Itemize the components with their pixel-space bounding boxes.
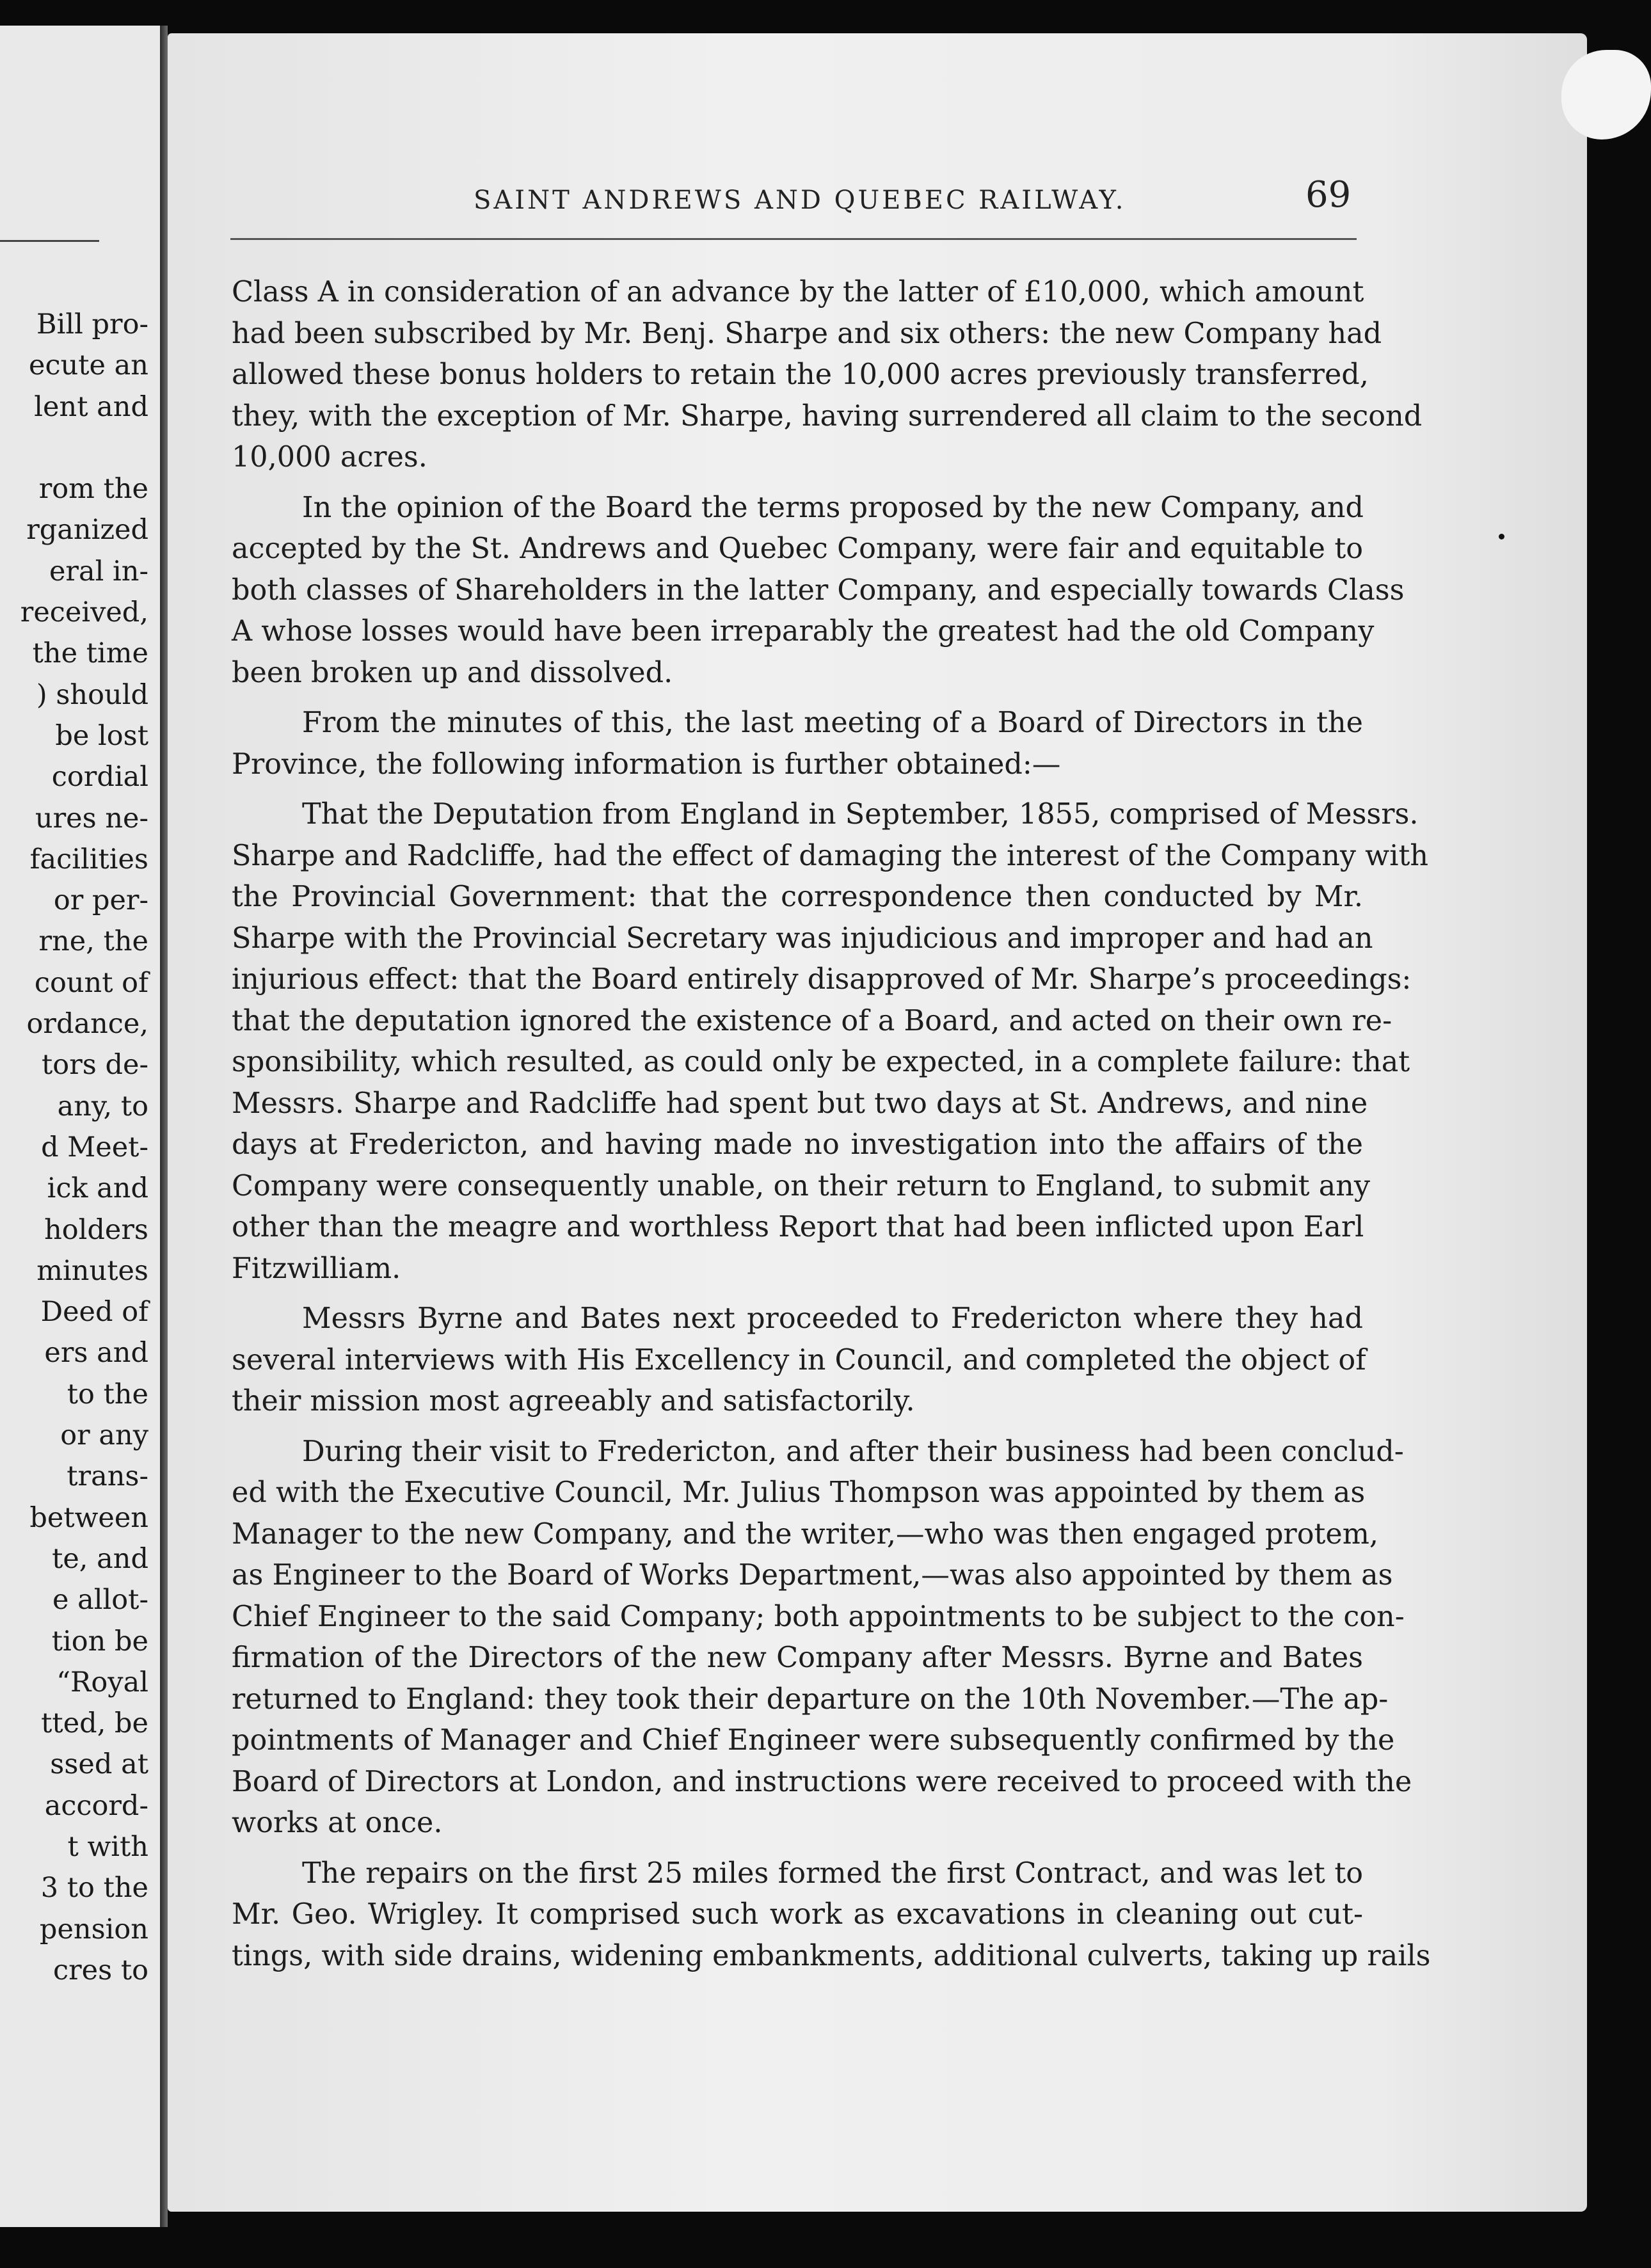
text-line: accepted by the St. Andrews and Quebec Company, were fair and equitable to [232, 532, 1363, 565]
facing-page-line: ures ne- [35, 802, 148, 835]
paper-tear-mark [1561, 50, 1651, 140]
text-line: Province, the following information is further obtained:— [232, 747, 1061, 781]
text-line: tings, with side drains, widening embankments, additional culverts, taking up rails [232, 1939, 1431, 1972]
facing-page-line: rganized [26, 514, 148, 547]
facing-page-fragment [0, 26, 160, 2227]
facing-page-line: tors de- [42, 1049, 148, 1082]
facing-page-line: 3 to the [40, 1872, 148, 1905]
text-line: as Engineer to the Board of Works Department,—was also appointed by them as [232, 1559, 1393, 1592]
facing-page-line: tted, be [41, 1707, 148, 1740]
text-line: 10,000 acres. [232, 441, 427, 474]
text-line: firmation of the Directors of the new Company after Messrs. Byrne and Bates [232, 1641, 1363, 1674]
text-line: injurious effect: that the Board entirely disapproved of Mr. Sharpe’s proceedings: [232, 963, 1412, 996]
paragraph [232, 1432, 1412, 1844]
body-text [232, 272, 1431, 1986]
facing-page-line: tion be [51, 1625, 148, 1657]
text-line: their mission most agreeably and satisfactorily. [232, 1385, 915, 1418]
facing-page-line: count of [34, 966, 148, 999]
facing-page-line: be lost [55, 719, 148, 752]
text-line: Messrs Byrne and Bates next proceeded to Fredericton where they had [302, 1302, 1363, 1335]
facing-page-line: ssed at [50, 1748, 148, 1781]
facing-page-line: cres to [53, 1954, 148, 1986]
book-gutter [160, 26, 168, 2227]
text-line: they, with the exception of Mr. Sharpe, having surrendered all claim to the second [232, 399, 1423, 433]
text-line: ed with the Executive Council, Mr. Julius Thompson was appointed by them as [232, 1476, 1366, 1509]
paragraph [232, 703, 1363, 785]
text-line: Class A in consideration of an advance by the latter of £10,000, which amount [232, 276, 1364, 308]
text-line: the Provincial Government: that the correspondence then conducted by Mr. [232, 881, 1363, 913]
facing-page-header-rule [0, 240, 99, 242]
facing-page-line: ) should [36, 678, 148, 711]
text-line: Messrs. Sharpe and Radcliffe had spent but two days at St. Andrews, and nine [232, 1087, 1368, 1120]
text-line: pointments of Manager and Chief Engineer were subsequently confirmed by the [232, 1724, 1395, 1757]
text-line: Company were consequently unable, on their return to England, to submit any [232, 1169, 1371, 1202]
text-line: both classes of Shareholders in the latter Company, and especially towards Class [232, 573, 1405, 607]
text-line: From the minutes of this, the last meeting of a Board of Directors in the [302, 707, 1363, 739]
facing-page-line: ick and [47, 1172, 148, 1205]
text-line: other than the meagre and worthless Report that had been inflicted upon Earl [232, 1211, 1364, 1243]
header-rule [230, 238, 1357, 240]
text-line: That the Deputation from England in September, 1855, comprised of Messrs. [302, 798, 1419, 831]
text-line: A whose losses would have been irreparably the greatest had the old Company [232, 615, 1375, 648]
facing-page-line: “Royal [56, 1666, 148, 1698]
text-line: Mr. Geo. Wrigley. It comprised such work as excavations in cleaning out cut- [232, 1898, 1363, 1931]
text-line: returned to England: they took their departure on the 10th November.—The ap- [232, 1682, 1389, 1716]
text-line: During their visit to Fredericton, and after their business had been conclud- [302, 1435, 1404, 1468]
facing-page-line: cordial [51, 761, 148, 794]
text-line: Board of Directors at London, and instructions were received to proceed with the [232, 1765, 1412, 1798]
paragraph [232, 272, 1423, 479]
text-line: days at Fredericton, and having made no investigation into the affairs of the [232, 1128, 1363, 1161]
ink-speck [1499, 534, 1504, 539]
facing-page-line: eral in- [49, 555, 148, 587]
paragraph [232, 1853, 1431, 1977]
facing-page-line [0, 427, 148, 468]
text-line: Fitzwilliam. [232, 1252, 401, 1285]
text-line: Sharpe with the Provincial Secretary was injudicious and improper and had an [232, 922, 1373, 955]
paragraph [232, 1298, 1366, 1423]
facing-page-line: rom the [38, 473, 148, 506]
facing-page-line: trans- [67, 1460, 148, 1493]
facing-page-line: accord- [44, 1789, 148, 1822]
text-line: several interviews with His Excellency in Council, and completed the object of [232, 1343, 1366, 1377]
text-line: Chief Engineer to the said Company; both appointments to be subject to the con- [232, 1600, 1405, 1633]
text-line: allowed these bonus holders to retain the 10,000 acres previously transferred, [232, 358, 1369, 391]
text-line: Sharpe and Radcliffe, had the effect of damaging the interest of the Company with [232, 839, 1429, 872]
text-line: that the deputation ignored the existence of a Board, and acted on their own re- [232, 1004, 1392, 1037]
facing-page-line: facilities [29, 843, 148, 875]
facing-page-line: to the [67, 1378, 148, 1410]
facing-page-line: lent and [34, 390, 148, 423]
facing-page-line: minutes [36, 1254, 148, 1287]
facing-page-line: ecute an [29, 349, 148, 382]
facing-page-line: Deed of [40, 1296, 148, 1329]
facing-page-line: holders [44, 1213, 148, 1246]
facing-page-line: or any [60, 1419, 148, 1452]
facing-page-line: e allot- [52, 1584, 148, 1617]
facing-page-line: d Meet- [41, 1131, 148, 1163]
facing-page-line: rne, the [38, 925, 148, 958]
facing-page-line: or per- [53, 884, 148, 917]
facing-page-text-fragments [0, 304, 148, 1991]
facing-page-line: Bill pro- [36, 308, 148, 340]
facing-page-line: between [29, 1501, 148, 1534]
facing-page-line: the time [32, 637, 148, 670]
text-line: The repairs on the first 25 miles formed the first Contract, and was let to [302, 1857, 1363, 1890]
page-number: 69 [1305, 174, 1352, 216]
facing-page-line: ers and [44, 1337, 148, 1370]
text-line: In the opinion of the Board the terms proposed by the new Company, and [302, 491, 1364, 524]
facing-page-line: received, [20, 596, 148, 629]
facing-page-line: t with [67, 1830, 148, 1863]
text-line: sponsibility, which resulted, as could only be expected, in a complete failure: that [232, 1046, 1410, 1078]
paragraph [232, 794, 1429, 1290]
running-head: SAINT ANDREWS AND QUEBEC RAILWAY. [474, 186, 1126, 215]
text-line: had been subscribed by Mr. Benj. Sharpe and six others: the new Company had [232, 317, 1382, 350]
facing-page-line: any, to [57, 1090, 148, 1122]
facing-page-line: pension [39, 1913, 148, 1945]
text-line: Manager to the new Company, and the writer,—who was then engaged protem, [232, 1517, 1379, 1551]
text-line: been broken up and dissolved. [232, 656, 673, 689]
facing-page-line: ordance, [26, 1008, 148, 1041]
text-line: works at once. [232, 1807, 443, 1839]
paragraph [232, 488, 1405, 694]
facing-page-line: te, and [52, 1542, 148, 1575]
